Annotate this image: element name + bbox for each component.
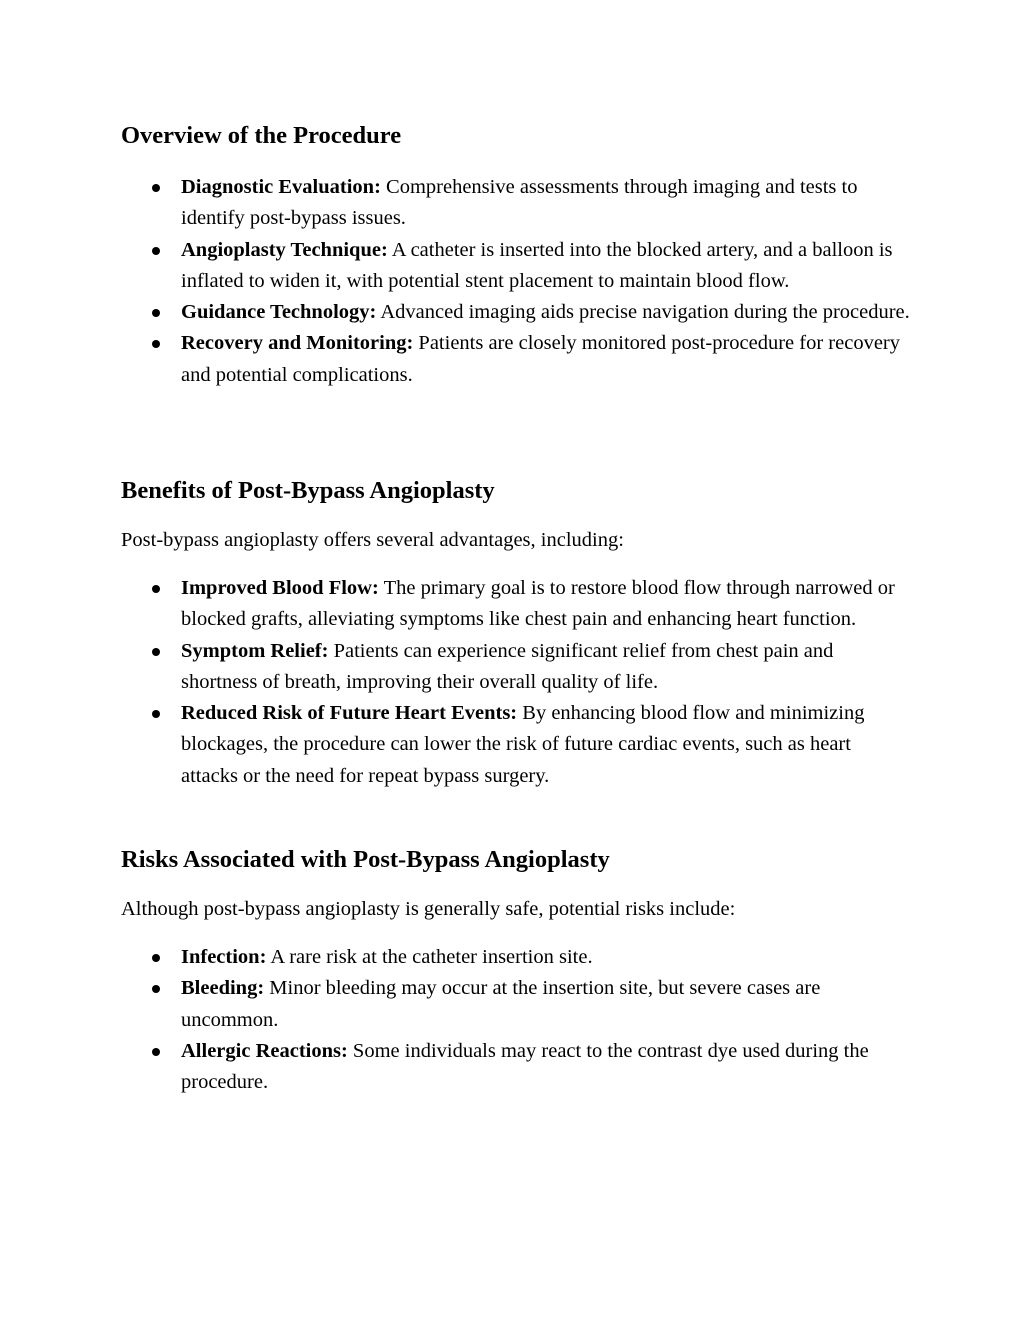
section-intro: Although post-bypass angioplasty is generally safe, potential risks include: xyxy=(121,898,736,920)
bullet-icon xyxy=(152,184,160,192)
bullet-icon xyxy=(152,985,160,993)
item-term: Improved Blood Flow: xyxy=(181,577,379,599)
item-term: Guidance Technology: xyxy=(181,301,377,324)
item-term: Reduced Risk of Future Heart Events: xyxy=(181,702,518,725)
list-item xyxy=(121,297,911,328)
item-term: Bleeding: xyxy=(181,977,265,1000)
bullet-list xyxy=(121,942,911,1098)
list-item xyxy=(121,328,911,391)
list-item xyxy=(121,172,911,235)
item-term: Angioplasty Technique: xyxy=(181,238,388,261)
section-overview xyxy=(121,121,911,391)
section-heading: Overview of the Procedure xyxy=(121,122,402,149)
list-item xyxy=(121,973,911,1036)
section-heading: Risks Associated with Post-Bypass Angioplasty xyxy=(121,846,610,873)
bullet-icon xyxy=(152,954,160,962)
bullet-list xyxy=(121,172,911,391)
list-item xyxy=(121,636,911,699)
item-text: Minor bleeding may occur at the insertion site, but severe cases are uncommon. xyxy=(181,977,821,1031)
item-term: Symptom Relief: xyxy=(181,639,329,662)
list-item xyxy=(121,1036,911,1099)
item-text: A rare risk at the catheter insertion site. xyxy=(266,946,593,968)
section-heading: Benefits of Post-Bypass Angioplasty xyxy=(121,477,495,504)
section-intro: Post-bypass angioplasty offers several advantages, including: xyxy=(121,529,624,551)
list-item xyxy=(121,698,911,792)
bullet-icon xyxy=(152,309,160,317)
bullet-icon xyxy=(152,585,160,593)
item-text: Patients are closely monitored post-procedure for recovery and potential complications. xyxy=(181,332,900,386)
bullet-icon xyxy=(152,648,160,656)
item-text: Patients can experience significant relief from chest pain and shortness of breath, improving their overall quality of life. xyxy=(181,639,834,693)
bullet-icon xyxy=(152,340,160,348)
item-term: Infection: xyxy=(181,946,267,968)
item-text: Some individuals may react to the contrast dye used during the procedure. xyxy=(181,1039,869,1094)
bullet-icon xyxy=(152,247,160,255)
section-benefits xyxy=(121,476,911,792)
section-risks xyxy=(121,845,911,1098)
list-item xyxy=(121,573,911,636)
bullet-icon xyxy=(152,1048,160,1056)
item-text: A catheter is inserted into the blocked artery, and a balloon is inflated to widen it, with potential stent placement to maintain blood flow. xyxy=(181,238,893,292)
list-item xyxy=(121,235,911,298)
item-term: Allergic Reactions: xyxy=(181,1039,348,1062)
item-text: The primary goal is to restore blood flow through narrowed or blocked grafts, alleviating symptoms like chest pain and enhancing heart function. xyxy=(181,577,895,631)
list-item xyxy=(121,942,911,973)
item-text: By enhancing blood flow and minimizing blockages, the procedure can lower the risk of future cardiac events, such as heart attacks or the need for repeat bypass surgery. xyxy=(181,702,865,787)
item-text: Comprehensive assessments through imaging and tests to identify post-bypass issues. xyxy=(181,176,858,230)
item-term: Diagnostic Evaluation: xyxy=(181,176,381,198)
bullet-list xyxy=(121,573,911,792)
item-text: Advanced imaging aids precise navigation during the procedure. xyxy=(376,301,910,324)
bullet-icon xyxy=(152,710,160,718)
item-term: Recovery and Monitoring: xyxy=(181,332,414,355)
